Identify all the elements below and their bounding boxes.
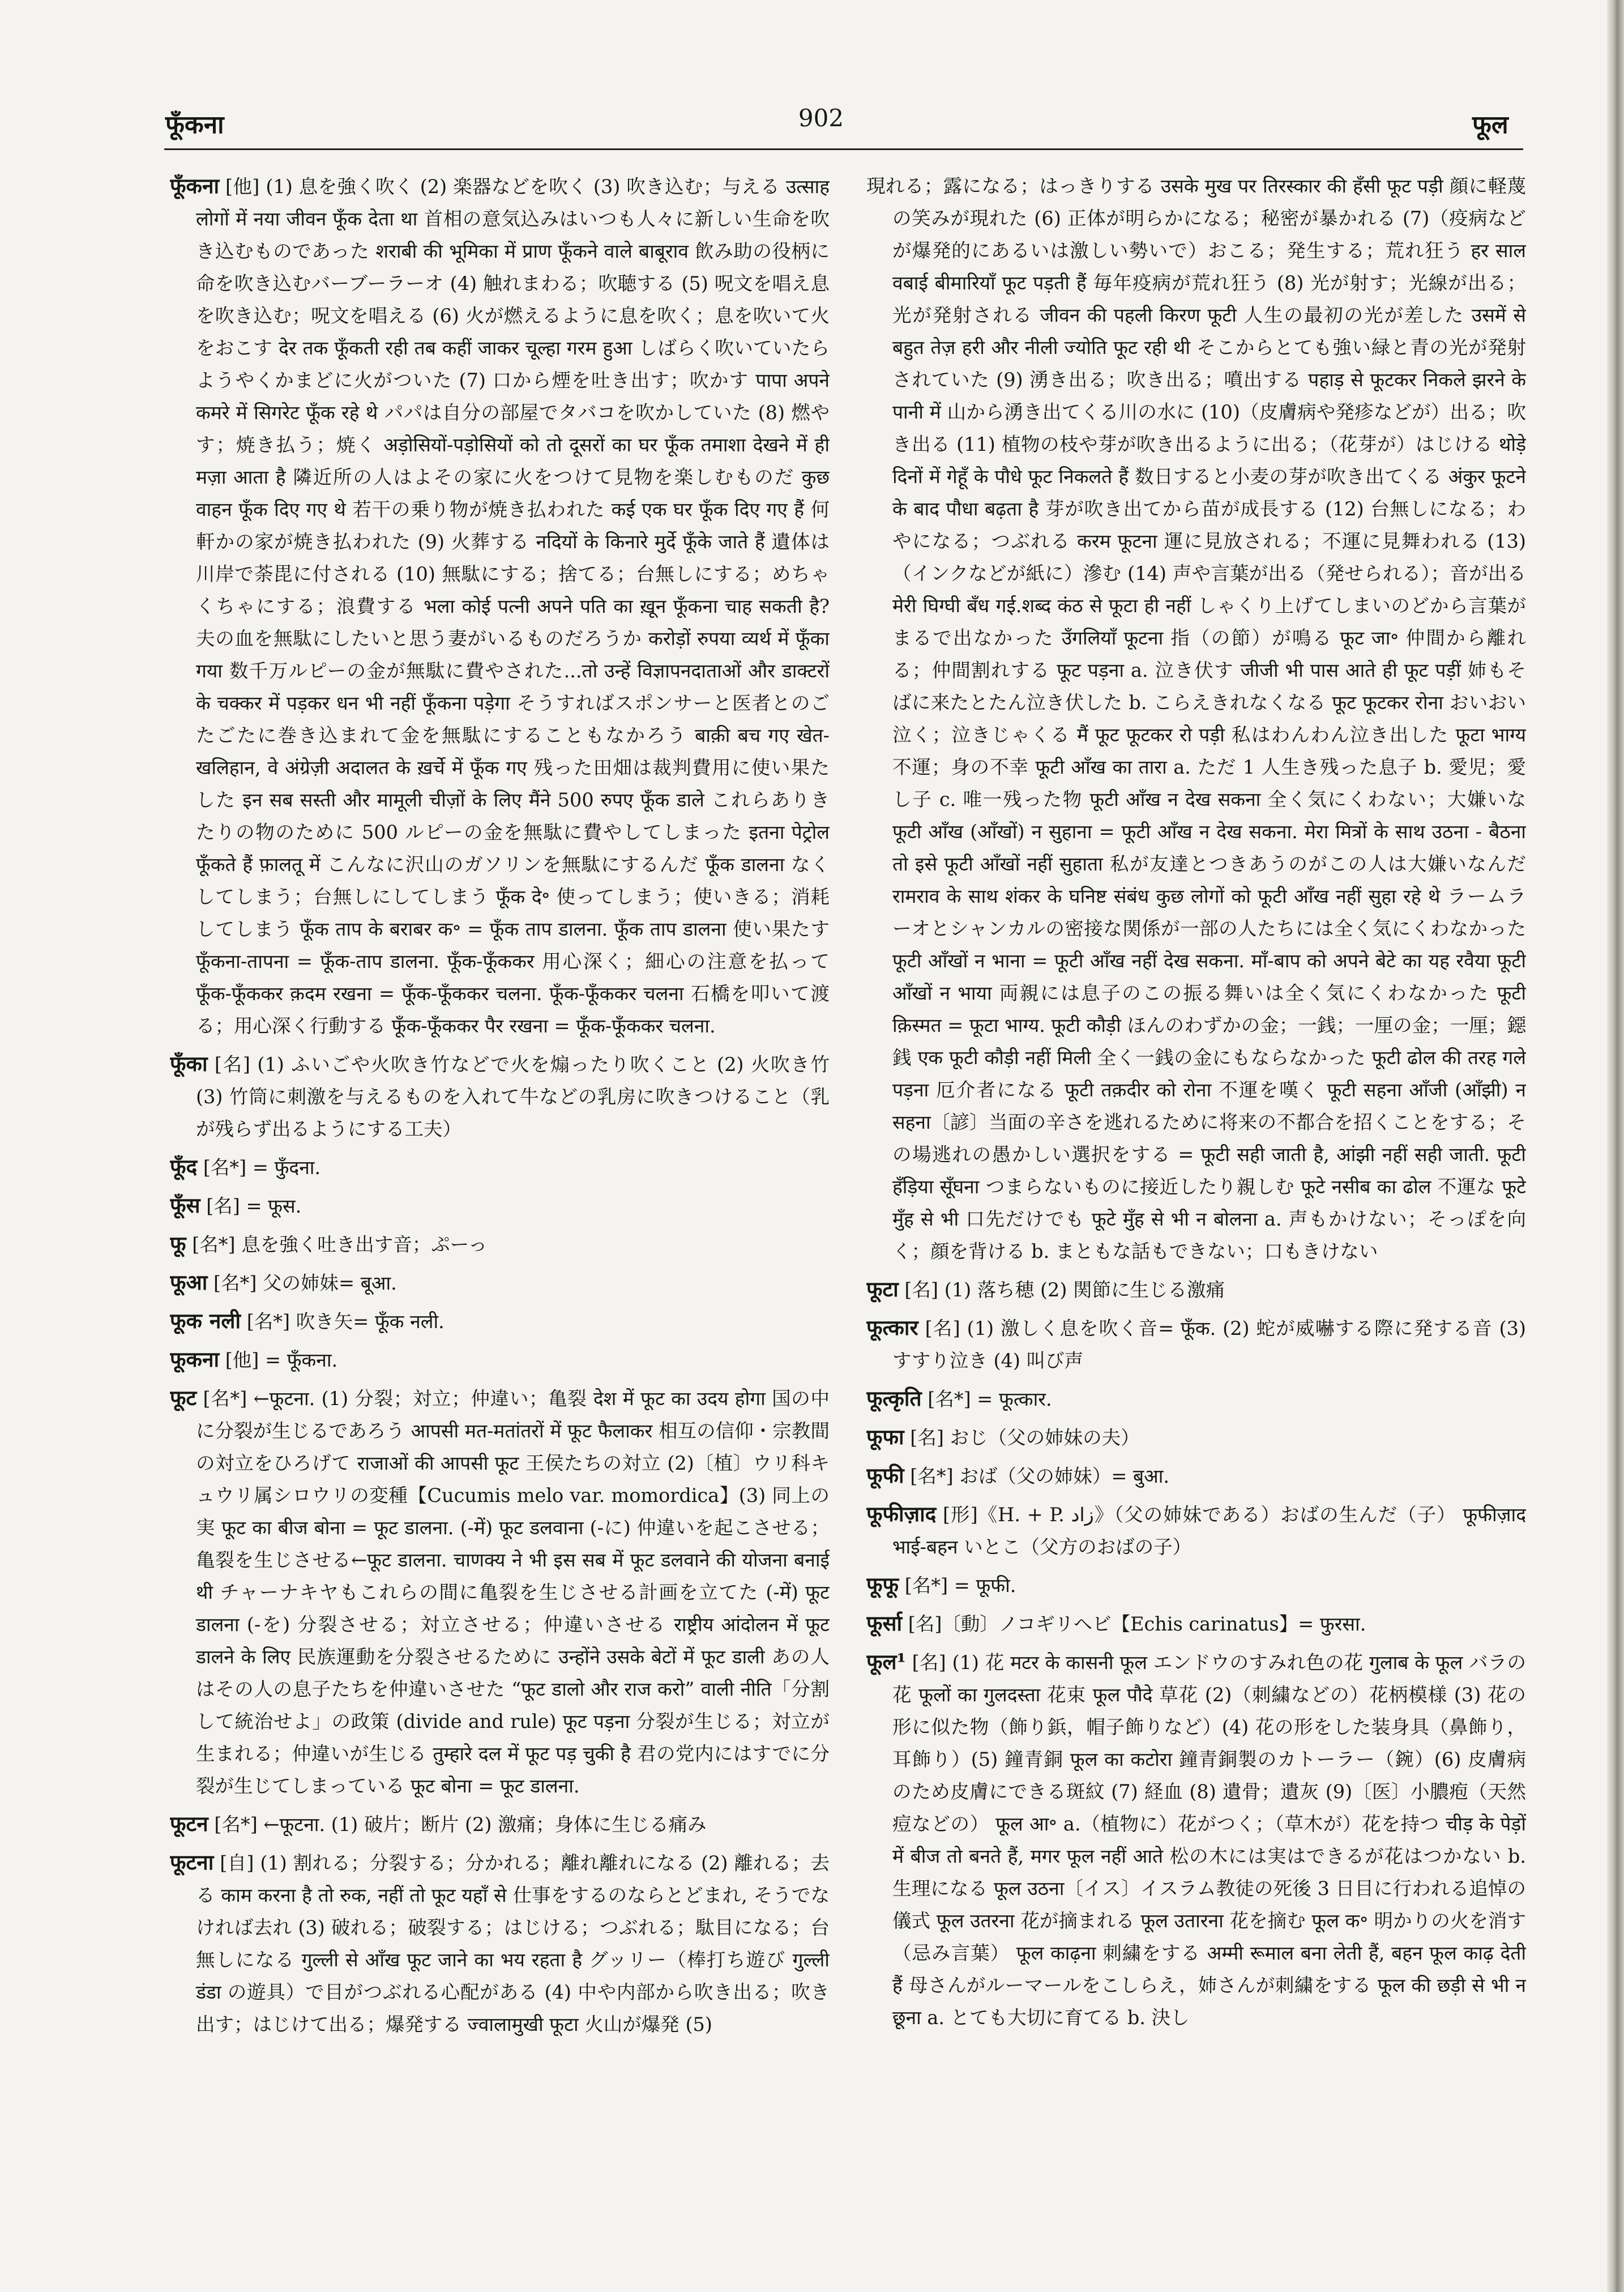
dictionary-entry (170, 1048, 830, 1145)
dictionary-entry (170, 1189, 830, 1222)
headword: फूट (170, 1385, 197, 1410)
entry-definition: [他] (1) 息を強く吹く (2) 楽器などを吹く (3) 吹き込む；与える उत्साह लोगों में नया जीवन फूँक देता था 首相の意気込みはいつも人々に新しい生命を吹き込むものであった शराबी की भूमिका में प्राण फूँकने वाले बाबूराव 飲み助の役柄に命を吹き込むバーブーラーオ (4) 触れまわる；吹聴する (5) 呪文を唱え息を吹き込む；呪文を唱える (6) 火が燃えるように息を吹く；息を吹いて火をおこす देर तक फूँकती रही तब कहीं जाकर चूल्हा गरम हुआ しばらく吹いていたらようやくかまどに火がついた (7) 口から煙を吐き出す；吹かす पापा अपने कमरे में सिगरेट फूँक रहे थे パパは自分の部屋でタバコを吹かしていた (8) 燃やす；焼き払う；焼く अड़ोसियों-पड़ोसियों को तो दूसरों का घर फूँक तमाशा देखने में ही मज़ा आता है 隣近所の人はよその家に火をつけて見物を楽しむものだ कुछ वाहन फूँक दिए गए थे 若干の乗り物が焼き払われた कई एक घर फूँक दिए गए हैं 何軒かの家が焼き払われた (9) 火葬する नदियों के किनारे मुर्दे फूँके जाते हैं 遺体は川岸で荼毘に付される (10) 無駄にする；捨てる；台無しにする；めちゃくちゃにする；浪費する भला कोई पत्नी अपने पति का ख़ून फूँकना चाह सकती है? 夫の血を無駄にしたいと思う妻がいるものだろうか करोड़ों रुपया व्यर्थ में फूँका गया 数千万ルピーの金が無駄に費やされた...तो उन्हें विज्ञापनदाताओं और डाक्टरों के चक्कर में पड़कर धन भी नहीं फूँकना पड़ेगा そうすればスポンサーと医者とのごたごたに巻き込まれて金を無駄にすることもなかろう बाक़ी बच गए खेत-खलिहान, वे अंग्रेज़ी अदालत के ख़र्चे में फूँक गए 残った田畑は裁判費用に使い果たした इन सब सस्ती और मामूली चीज़ों के लिए मैंने 500 रुपए फूँक डाले これらありきたりの物のために 500 ルピーの金を無駄に費やしてしまった इतना पेट्रोल फूँकते हैं फ़ालतू में こんなに沢山のガソリンを無駄にするんだ फूँक डालना なくしてしまう；台無しにしてしまう फूँक दे॰ 使ってしまう；使いきる；消耗してしまう फूँक ताप के बराबर क॰ = फूँक ताप डालना. फूँक ताप डालना 使い果たす फूँकना-तापना = फूँक-ताप डालना. फूँक-फूँककर 用心深く；細心の注意を払って फूँक-फूँककर क़दम रखना = फूँक-फूँककर चलना. फूँक-फूँककर चलना 石橋を叩いて渡る；用心深く行動する फूँक-फूँककर पैर रखना = फूँक-फूँककर चलना. (196, 176, 830, 1037)
entry-definition: [名] おじ（父の姉妹の夫） (910, 1427, 1140, 1449)
entry-definition: [名] (1) 花 मटर के कासनी फूल エンドウのすみれ色の花 गुलाब के फूल バラの花 फूलों का गुलदस्ता 花束 फूल पौदे 草花 (2)（刺繍などの）花柄模様 (3) 花の形に似た物（飾り鋲，帽子飾りなど）(4) 花の形をした装身具（鼻飾り，耳飾り）(5) 鐘青銅 फूल का कटोरा 鐘青銅製のカトーラー（鋺）(6) 皮膚病のため皮膚にできる斑紋 (7) 経血 (8) 遺骨；遺灰 (9)〔医〕小膿疱（天然痘などの） फूल आ॰ a.（植物に）花がつく；（草木が）花を持つ चीड़ के पेड़ों में बीज तो बनते हैं, मगर फूल नहीं आते 松の木には実はできるが花はつかない b. 生理になる फूल उठना〔イス〕イスラム教徒の死後 3 日目に行われる追悼の儀式 फूल उतरना 花が摘まれる फूल उतारना 花を摘む फूल क॰ 明かりの火を消す（忌み言葉） फूल काढ़ना 刺繍をする अम्मी रूमाल बना लेती हैं, बहन फूल काढ़ देती हैं 母さんがルーマールをこしらえ，姉さんが刺繍をする फूल की छड़ी से भी न छूना a. とても大切に育てる b. 決し (892, 1651, 1526, 2029)
headword: फूटना (170, 1850, 214, 1875)
dictionary-entry (170, 1228, 830, 1261)
dictionary-entry (170, 1266, 830, 1299)
headword: फूँस (170, 1193, 200, 1218)
headword: फू (170, 1231, 186, 1256)
dictionary-entry (866, 170, 1526, 1267)
book-spine-shadow (1607, 0, 1624, 2292)
headword: फूफा (866, 1424, 904, 1449)
entry-definition: [名*] 父の姉妹= बूआ. (213, 1272, 397, 1294)
dictionary-entry (170, 170, 830, 1042)
dictionary-entry (866, 1273, 1526, 1306)
dictionary-entry (170, 1343, 830, 1376)
entry-definition: [自] (1) 割れる；分裂する；分かれる；離れ離れになる (2) 離れる；去る काम करना है तो रुक, नहीं तो फूट यहाँ से 仕事をするのならとどまれ, そうでなければ去れ (3) 破れる；破裂する；はじける；つぶれる；駄目になる；台無しになる गुल्ली से आँख फूट जाने का भय रहता है グッリー（棒打ち遊び गुल्ली डंडा の遊具）で目がつぶれる心配がある (4) 中や内部から吹き出る；吹き出す；はじけて出る；爆発する ज्वालामुखी फूटा 火山が爆発 (5) (196, 1852, 830, 2035)
entry-definition: [名] (1) 落ち穂 (2) 関節に生じる激痛 (904, 1279, 1225, 1301)
headword: फूल¹ (866, 1649, 906, 1674)
headword: फूफू (866, 1572, 899, 1597)
entry-definition: [名] (1) ふいごや火吹き竹などで火を煽ったり吹くこと (2) 火吹き竹 (3) 竹筒に刺激を与えるものを入れて牛などの乳房に吹きつけること（乳が残らず出るようにする工夫） (196, 1053, 830, 1140)
dictionary-entry (170, 1382, 830, 1802)
headword: फूक नली (170, 1308, 241, 1333)
dictionary-entry (866, 1646, 1526, 2034)
dictionary-entry (866, 1607, 1526, 1640)
headword: फूत्कृति (866, 1386, 922, 1411)
entry-definition: [名*] = फूफी. (904, 1574, 1016, 1597)
headword: फूँका (170, 1051, 208, 1076)
right-column (866, 170, 1526, 2237)
headword: फूआ (170, 1270, 208, 1295)
dictionary-entry (170, 1808, 830, 1841)
entry-definition: [名]〔動〕ノコギリヘビ【Echis carinatus】= फुरसा. (908, 1613, 1366, 1635)
dictionary-entry (866, 1569, 1526, 1602)
entry-definition: [名] (1) 激しく息を吹く音= फूँक. (2) 蛇が威嚇する際に発する音 (3) すすり泣き (4) 叫び声 (892, 1317, 1526, 1372)
entry-definition: [名*] 息を強く吐き出す音；ぷーっ (192, 1234, 488, 1256)
entry-definition: [名*] ←फूटना. (1) 分裂；対立；仲違い；亀裂 देश में फूट का उदय होगा 国の中に分裂が生じるであろう आपसी मत-मतांतरों में फूट फैलाकर 相互の信仰・宗教間の対立をひろげて राजाओं की आपसी फूट 王侯たちの対立 (2)〔植〕ウリ科キュウリ属シロウリの変種【Cucumis melo var. momordica】(3) 同上の実 फूट का बीज बोना = फूट डालना. (-में) फूट डलवाना (-に) 仲違いを起こさせる；亀裂を生じさせる←फूट डालना. चाणक्य ने भी इस सब में फूट डलवाने की योजना बनाई थी チャーナキヤもこれらの間に亀裂を生じさせる計画を立てた (-में) फूट डालना (-を) 分裂させる；対立させる；仲違いさせる राष्ट्रीय आंदोलन में फूट डालने के लिए 民族運動を分裂させるために उन्होंने उसके बेटों में फूट डाली あの人はその人の息子たちを仲違いさせた “फूट डालो और राज करो” वाली नीति「分割して統治せよ」の政策 (divide and rule) फूट पड़ना 分裂が生じる；対立が生まれる；仲違いが生じる तुम्हारे दल में फूट पड़ चुकी है 君の党内にはすでに分裂が生じてしまっている फूट बोना = फूट डालना. (196, 1388, 830, 1797)
headword: फूकना (170, 1347, 220, 1372)
entry-definition: [名*] 吹き矢= फूँक नली. (246, 1311, 445, 1333)
headword: फूत्कार (866, 1315, 918, 1340)
headword: फूफी (866, 1463, 904, 1488)
dictionary-entry (866, 1498, 1526, 1563)
headword: फूफीज़ाद (866, 1501, 937, 1526)
headword: फूर्सा (866, 1611, 903, 1636)
entry-definition: 現れる；露になる；はっきりする उसके मुख पर तिरस्कार की हँसी फूट पड़ी 顔に軽蔑の笑みが現れた (6) 正体が明らかになる；秘密が暴かれる (7)（疫病などが爆発的にあるいは激しい勢いで）おこる；発生する；荒れ狂う हर साल वबाई बीमारियाँ फूट पड़ती हैं 毎年疫病が荒れ狂う (8) 光が射す；光線が出る；光が発射される जीवन की पहली किरण फूटी 人生の最初の光が差した उसमें से बहुत तेज़ हरी और नीली ज्योति फूट रही थी そこからとても強い緑と青の光が発射されていた (9) 湧き出る；吹き出る；噴出する पहाड़ से फूटकर निकले झरने के पानी में 山から湧き出てくる川の水に (10)（皮膚病や発疹などが）出る；吹き出る (11) 植物の枝や芽が吹き出るように出る；（花芽が）はじける थोड़े दिनों में गेहूँ के पौधे फूट निकलते हैं 数日すると小麦の芽が吹き出てくる अंकुर फूटने के बाद पौधा बढ़ता है 芽が吹き出てから苗が成長する (12) 台無しになる；わやになる；つぶれる करम फूटना 運に見放される；不運に見舞われる (13)（インクなどが紙に）滲む (14) 声や言葉が出る（発せられる）；音が出る मेरी घिग्घी बँध गई.शब्द कंठ से फूटा ही नहीं しゃくり上げてしまいのどから言葉がまるで出なかった उँगलियाँ फूटना 指（の節）が鳴る फूट जा॰ 仲間から離れる；仲間割れする फूट पड़ना a. 泣き伏す जीजी भी पास आते ही फूट पड़ीं 姉もそばに来たとたん泣き伏した b. こらえきれなくなる फूट फूटकर रोना おいおい泣く；泣きじゃくる मैं फूट फूटकर रो पड़ी 私はわんわん泣き出した फूटा भाग्य 不運；身の不幸 फूटी आँख का तारा a. ただ 1 人生き残った息子 b. 愛児；愛し子 c. 唯一残った物 फूटी आँख न देख सकना 全く気にくわない；大嫌いな फूटी आँख (आँखों) न सुहाना = फूटी आँख न देख सकना. मेरा मित्रों के साथ उठना - बैठना तो इसे फूटी आँखों नहीं सुहाता 私が友達とつきあうのがこの人は大嫌いなんだ रामराव के साथ शंकर के घनिष्ट संबंध कुछ लोगों को फूटी आँख नहीं सुहा रहे थे ラームラーオとシャンカルの密接な関係が一部の人たちには全く気にくわなかった फूटी आँखों न भाना = फूटी आँख नहीं देख सकना. माँ-बाप को अपने बेटे का यह रवैया फूटी आँखों न भाया 両親には息子のこの振る舞いは全く気にくわなかった फूटी क़िस्मत = फूटा भाग्य. फूटी कौड़ी ほんのわずかの金；一銭；一厘の金；一厘；鐚銭 एक फूटी कौड़ी नहीं मिली 全く一銭の金にもならなかった फूटी ढोल की तरह गले पड़ना 厄介者になる फूटी तक़दीर को रोना 不運を嘆く फूटी सहना आँजी (आँझी) न सहना〔諺〕当面の辛さを逃れるために将来の不都合を招くことをする；その場逃れの愚かしい選択をする = फूटी सही जाती है, आंझी नहीं सही जाती. फूटी हँड़िया सूँघना つまらないものに接近したり親しむ फूटे नसीब का ढोल 不運な फूटे मुँह से भी 口先だけでも फूटे मुँह से भी न बोलना a. 声もかけない；そっぽを向く；顔を背ける b. まともな話もできない；口もきけない (866, 175, 1526, 1262)
entry-definition: [名*] = फुँदना. (203, 1156, 321, 1179)
dictionary-entry (866, 1312, 1526, 1377)
entry-definition: [形]《H. + P. زاد》（父の姉妹である）おばの生んだ（子） फूफीज़ाद भाई-बहन いとこ（父方のおばの子） (892, 1504, 1526, 1558)
right-guide-word: फूल (1472, 110, 1508, 139)
dictionary-entry (866, 1382, 1526, 1415)
headword: फूँद (170, 1154, 198, 1179)
header-rule (164, 148, 1523, 150)
dictionary-entry (170, 1151, 830, 1184)
dictionary-entry (866, 1421, 1526, 1454)
headword: फूटन (170, 1811, 208, 1836)
left-column (170, 170, 830, 2237)
entry-definition: [名] = फूस. (206, 1195, 302, 1217)
dictionary-entry (170, 1846, 830, 2041)
entry-definition: [名*] おば（父の姉妹）= बुआ. (910, 1465, 1170, 1487)
headword: फूँकना (170, 173, 220, 198)
page-number: 902 (798, 104, 844, 132)
entry-definition: [他] = फूँकना. (225, 1349, 338, 1371)
dictionary-entry (866, 1459, 1526, 1492)
dictionary-entry (170, 1305, 830, 1338)
headword: फूटा (866, 1277, 899, 1301)
left-guide-word: फूँकना (165, 110, 224, 139)
entry-definition: [名*] ←फूटना. (1) 破片；断片 (2) 激痛；身体に生じる痛み (214, 1813, 707, 1836)
entry-definition: [名*] = फूत्कार. (928, 1388, 1052, 1410)
